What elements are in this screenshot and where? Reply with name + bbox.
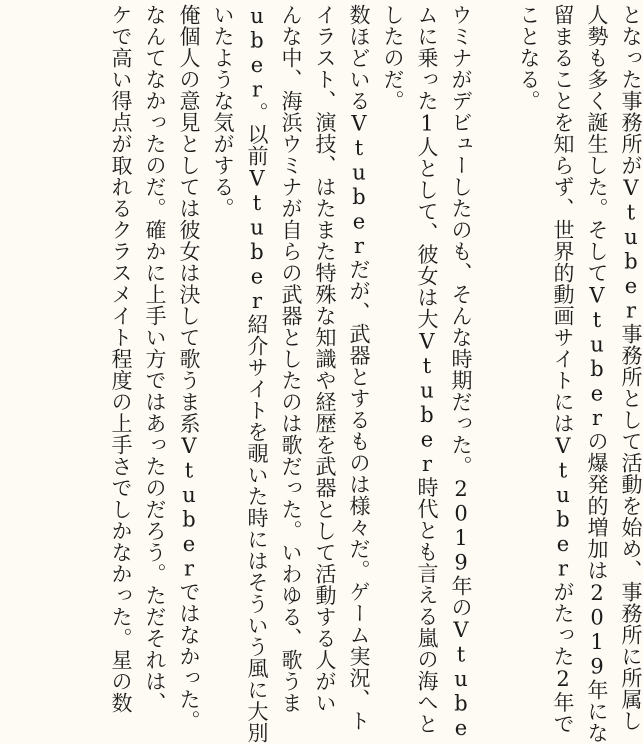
text-column: なんてなかったのだ。確かに上手い方ではあったのだろう。ただそれは、 — [143, 4, 167, 714]
text-column: んな中、海浜ウミナが自らの武器としたのは歌だった。いわゆる、歌うま — [279, 4, 303, 714]
text-column: ことなる。 — [517, 4, 541, 112]
text-column: 留まることを知らず、世界的動画サイトにはVtuberがたった2年で — [551, 4, 575, 735]
text-column: 人勢も多く誕生した。そしてVtuberの爆発的増加は2019年にな — [585, 4, 609, 744]
text-column: いたような気がする。 — [211, 4, 235, 219]
text-column: ケで高い得点が取れるクラスメイト程度の上手さでしかなかった。星の数 — [109, 4, 133, 714]
text-column: イラスト、演技、はたまた特殊な知識や経歴を武器として活動する人がい — [313, 4, 337, 714]
text-column: 数ほどいるVtuberだが、武器とするものは様々だ。ゲーム実況、ト — [347, 4, 371, 732]
text-column: したのだ。 — [381, 4, 405, 112]
text-column: となった事務所がVtuber事務所として活動を始め、事務所に所属し — [619, 4, 643, 732]
text-column: ウミナがデビューしたのも、そんな時期だった。2019年のVtube — [449, 4, 473, 741]
text-column: 俺個人の意見としては彼女は決して歌うま系Vtuberではなかった。 — [177, 4, 201, 732]
text-column: uber。以前Vtuber紹介サイトを覗いた時にはそういう風に大別 — [245, 4, 269, 744]
text-column: ムに乗った1人として、彼女は大Vtuber時代とも言える嵐の海へと — [415, 4, 439, 735]
